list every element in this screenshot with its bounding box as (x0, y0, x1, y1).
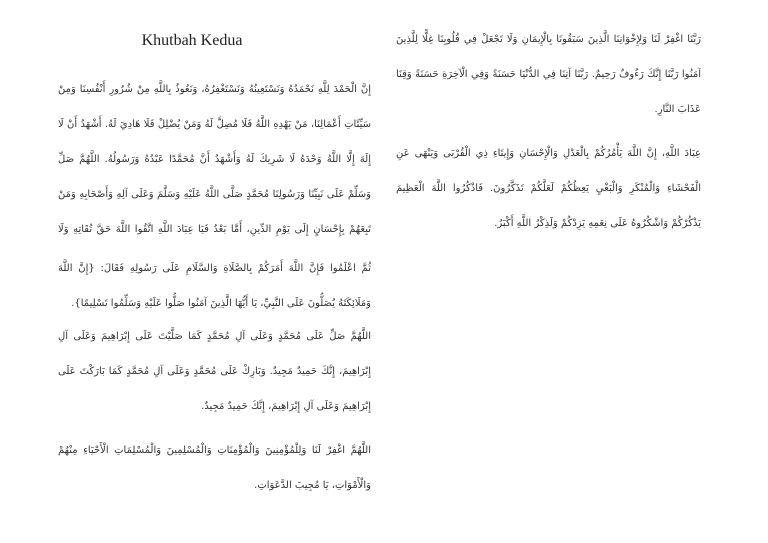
right-page (384, 0, 768, 543)
sermon-paragraph: إِنَّ الْحَمْدَ لِلَّهِ نَحْمَدُهُ وَنَسْتَعِينُهُ وَنَسْتَغْفِرُهُ، وَنَعُوذُ بِاللَّهِ مِنْ شُرُورِ أَنْفُسِنَا وَمِنْ سَيِّئَاتِ أَعْمَالِنَا، مَنْ يَهْدِهِ اللَّهُ فَلَا مُضِلَّ لَهُ وَمَنْ يُضْلِلْ فَلَا هَادِيَ لَهُ. أَشْهَدُ أَنْ لَا إِلَهَ إِلَّا اللَّهُ وَحْدَهُ لَا شَرِيكَ لَهُ وَأَشْهَدُ أَنَّ مُحَمَّدًا عَبْدُهُ وَرَسُولُهُ. اللَّهُمَّ صَلِّ وَسَلِّمْ عَلَى نَبِيِّنَا وَرَسُولِنَا مُحَمَّدٍ صَلَّى اللَّهُ عَلَيْهِ وَسَلَّمَ وَعَلَى آلِهِ وَأَصْحَابِهِ وَمَنْ تَبِعَهُمْ بِإِحْسَانٍ إِلَى يَوْمِ الدِّينِ، أَمَّا بَعْدُ فَيَا عِبَادَ اللَّهِ اتَّقُوا اللَّهَ حَقَّ تُقَاتِهِ وَلَا (58, 84, 371, 235)
page-title: Khutbah Kedua (141, 32, 243, 49)
sermon-paragraph: اللَّهُمَّ صَلِّ عَلَى مُحَمَّدٍ وَعَلَى آلِ مُحَمَّدٍ كَمَا صَلَّيْتَ عَلَى إِبْرَاهِيمَ وَعَلَى آلِ إِبْرَاهِيمَ، إِنَّكَ حَمِيدٌ مَجِيدٌ. وَبَارِكْ عَلَى مُحَمَّدٍ وَعَلَى آلِ مُحَمَّدٍ كَمَا بَارَكْتَ عَلَى إِبْرَاهِيمَ وَعَلَى آلِ إِبْرَاهِيمَ، إِنَّكَ حَمِيدٌ مَجِيدٌ. (58, 331, 371, 412)
sermon-paragraph: رَبَّنَا اغْفِرْ لَنَا وَلِإِخْوَانِنَا الَّذِينَ سَبَقُونَا بِالْإِيمَانِ وَلَا تَجْعَلْ فِي قُلُوبِنَا غِلًّا لِلَّذِينَ آمَنُوا رَبَّنَا إِنَّكَ رَءُوفٌ رَحِيمٌ. رَبَّنَا آتِنَا فِي الدُّنْيَا حَسَنَةً وَفِي الْآخِرَةِ حَسَنَةً وَقِنَا عَذَابَ النَّارِ. (396, 34, 701, 115)
sermon-paragraph: عِبَادَ اللَّهِ، إِنَّ اللَّهَ يَأْمُرُكُمْ بِالْعَدْلِ وَالْإِحْسَانِ وَإِيتَاءِ ذِي الْقُرْبَى وَيَنْهَى عَنِ الْفَحْشَاءِ وَالْمُنْكَرِ وَالْبَغْيِ يَعِظُكُمْ لَعَلَّكُمْ تَذَكَّرُونَ. فَاذْكُرُوا اللَّهَ الْعَظِيمَ يَذْكُرْكُمْ وَاشْكُرُوهُ عَلَى نِعَمِهِ يَزِدْكُمْ وَلَذِكْرُ اللَّهِ أَكْبَرُ. (396, 148, 701, 229)
sermon-paragraph: ثُمَّ اعْلَمُوا فَإِنَّ اللَّهَ أَمَرَكُمْ بِالصَّلَاةِ وَالسَّلَامِ عَلَى رَسُولِهِ فَقَالَ: {إِنَّ اللَّهَ وَمَلَائِكَتَهُ يُصَلُّونَ عَلَى النَّبِيِّ، يَا أَيُّهَا الَّذِينَ آمَنُوا صَلُّوا عَلَيْهِ وَسَلِّمُوا تَسْلِيمًا}. (58, 263, 371, 309)
sermon-paragraph: اللَّهُمَّ اغْفِرْ لَنَا وَلِلْمُؤْمِنِينَ وَالْمُؤْمِنَاتِ وَالْمُسْلِمِينَ وَالْمُسْلِمَاتِ الْأَحْيَاءِ مِنْهُمْ وَالْأَمْوَاتِ، يَا مُجِيبَ الدَّعَوَاتِ. (58, 445, 371, 491)
